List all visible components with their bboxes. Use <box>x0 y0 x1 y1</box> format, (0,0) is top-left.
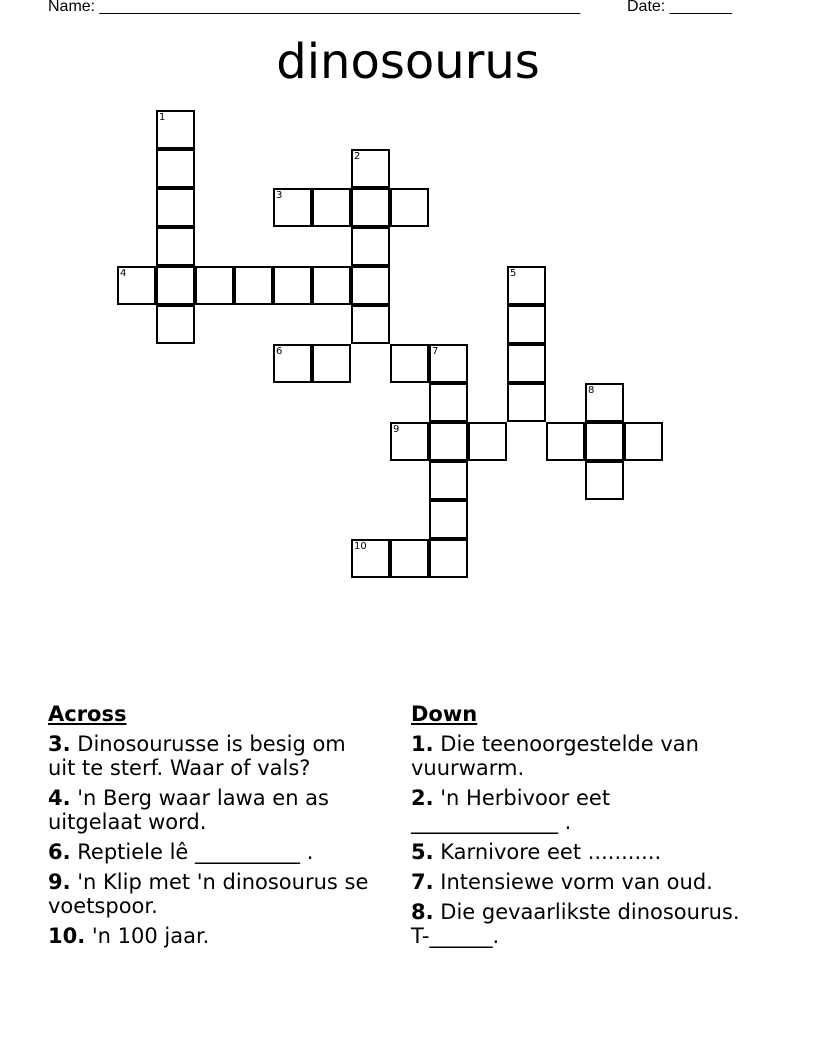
grid-cell[interactable] <box>351 266 390 305</box>
clue-number: 1. <box>411 732 434 756</box>
date-field-label: Date: _______ <box>627 0 732 15</box>
clue-number-label: 1 <box>159 112 166 123</box>
clue-across-10 <box>48 924 378 948</box>
clue-text: Dinosourusse is besig om uit te sterf. Waar of vals? <box>48 732 346 780</box>
grid-cell[interactable] <box>351 188 390 227</box>
clue-down-1 <box>411 732 756 780</box>
clue-down-7 <box>411 870 756 894</box>
grid-cell[interactable] <box>624 422 663 461</box>
clue-text: 'n Klip met 'n dinosourus se voetspoor. <box>48 870 369 918</box>
clue-number-label: 6 <box>276 346 283 357</box>
clue-number: 2. <box>411 786 434 810</box>
grid-cell[interactable] <box>390 422 429 461</box>
clue-number: 5. <box>411 840 434 864</box>
clue-number-label: 10 <box>354 541 367 552</box>
grid-cell[interactable] <box>234 266 273 305</box>
grid-cell[interactable] <box>429 422 468 461</box>
clue-text: Reptiele lê __________ . <box>77 840 314 864</box>
grid-cell[interactable] <box>273 344 312 383</box>
across-heading: Across <box>48 702 127 726</box>
grid-cell[interactable] <box>585 422 624 461</box>
clue-number: 10. <box>48 924 86 948</box>
grid-cell[interactable] <box>156 149 195 188</box>
grid-cell[interactable] <box>351 539 390 578</box>
clue-number: 9. <box>48 870 71 894</box>
clue-down-5 <box>411 840 756 864</box>
grid-cell[interactable] <box>273 188 312 227</box>
clue-text: Karnivore eet ........... <box>440 840 662 864</box>
grid-cell[interactable] <box>585 383 624 422</box>
grid-cell[interactable] <box>156 110 195 149</box>
grid-cell[interactable] <box>156 227 195 266</box>
grid-cell[interactable] <box>390 188 429 227</box>
clue-text: Die teenoorgestelde van vuurwarm. <box>411 732 699 780</box>
name-field-label: Name: ______________________________________________________ <box>48 0 581 15</box>
clue-number: 7. <box>411 870 434 894</box>
clue-text: Die gevaarlikste dinosourus. T-______. <box>411 900 740 948</box>
grid-cell[interactable] <box>390 344 429 383</box>
clue-text: 'n Berg waar lawa en as uitgelaat word. <box>48 786 329 834</box>
grid-cell[interactable] <box>351 305 390 344</box>
grid-cell[interactable] <box>156 266 195 305</box>
grid-cell[interactable] <box>429 500 468 539</box>
grid-cell[interactable] <box>351 149 390 188</box>
clue-text: 'n 100 jaar. <box>91 924 210 948</box>
grid-cell[interactable] <box>429 383 468 422</box>
clue-number: 3. <box>48 732 71 756</box>
grid-cell[interactable] <box>156 188 195 227</box>
clue-number-label: 8 <box>588 385 595 396</box>
clue-across-6 <box>48 840 378 864</box>
clue-text: Intensiewe vorm van oud. <box>440 870 713 894</box>
clue-number-label: 9 <box>393 424 400 435</box>
grid-cell[interactable] <box>195 266 234 305</box>
across-clues <box>48 702 378 954</box>
grid-cell[interactable] <box>507 383 546 422</box>
clue-number: 6. <box>48 840 71 864</box>
down-heading: Down <box>411 702 478 726</box>
clue-number-label: 4 <box>120 268 127 279</box>
clue-across-9 <box>48 870 378 918</box>
clue-down-2 <box>411 786 756 834</box>
clue-number-label: 7 <box>432 346 439 357</box>
grid-cell[interactable] <box>390 539 429 578</box>
grid-cell[interactable] <box>117 266 156 305</box>
clue-number: 8. <box>411 900 434 924</box>
grid-cell[interactable] <box>507 344 546 383</box>
grid-cell[interactable] <box>429 461 468 500</box>
clue-across-4 <box>48 786 378 834</box>
clue-text: 'n Herbivoor eet ______________ . <box>411 786 611 834</box>
clue-number: 4. <box>48 786 71 810</box>
grid-cell[interactable] <box>468 422 507 461</box>
clue-number-label: 5 <box>510 268 517 279</box>
clue-across-3 <box>48 732 378 780</box>
grid-cell[interactable] <box>351 227 390 266</box>
clue-down-8 <box>411 900 756 948</box>
grid-cell[interactable] <box>507 305 546 344</box>
grid-cell[interactable] <box>546 422 585 461</box>
grid-cell[interactable] <box>273 266 312 305</box>
grid-cell[interactable] <box>156 305 195 344</box>
grid-cell[interactable] <box>585 461 624 500</box>
grid-cell[interactable] <box>312 266 351 305</box>
clue-number-label: 2 <box>354 151 361 162</box>
grid-cell[interactable] <box>312 344 351 383</box>
grid-cell[interactable] <box>429 344 468 383</box>
down-clues <box>411 702 756 954</box>
page-title: dinosourus <box>276 34 540 90</box>
clue-number-label: 3 <box>276 190 283 201</box>
grid-cell[interactable] <box>312 188 351 227</box>
grid-cell[interactable] <box>429 539 468 578</box>
grid-cell[interactable] <box>507 266 546 305</box>
